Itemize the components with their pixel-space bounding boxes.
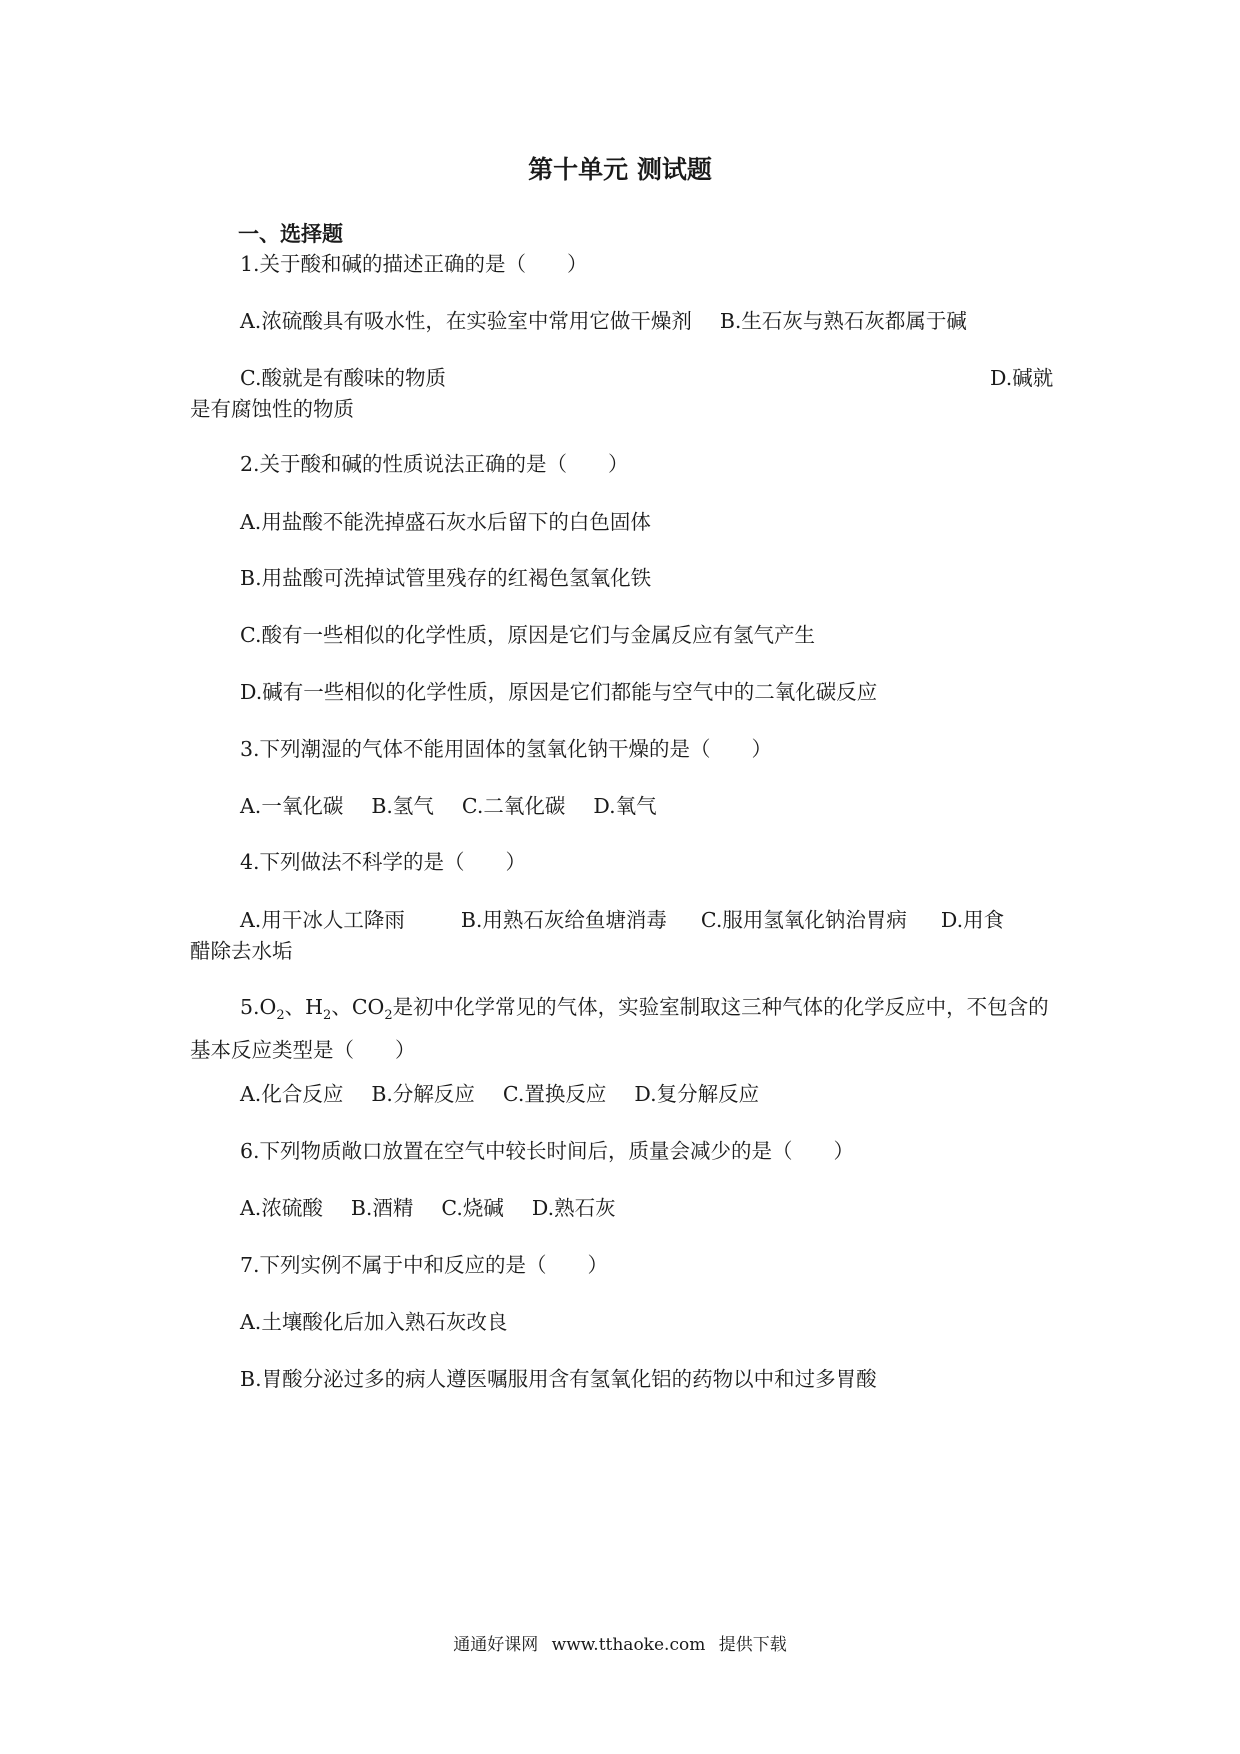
q4-option-b: B.用熟石灰给鱼塘消毒 (460, 908, 667, 932)
q7-option-b: B.胃酸分泌过多的病人遵医嘱服用含有氢氧化铝的药物以中和过多胃酸 (240, 1367, 877, 1391)
question-1-options-row1 (240, 309, 967, 333)
q2-option-d: D.碱有一些相似的化学性质，原因是它们都能与空气中的二氧化碳反应 (240, 680, 878, 704)
footer-url[interactable]: www.tthaoke.com (551, 1635, 706, 1655)
q6-option-c: C.烧碱 (441, 1196, 504, 1220)
q2-option-b: B.用盐酸可洗掉试管里残存的红褐色氢氧化铁 (240, 566, 652, 590)
question-3-stem: 3.下列潮湿的气体不能用固体的氢氧化钠干燥的是（ ） (240, 737, 773, 761)
q2-option-a: A.用盐酸不能洗掉盛石灰水后留下的白色固体 (240, 510, 651, 534)
section-heading: 一、选择题 (238, 222, 343, 246)
q6-option-a: A.浓硫酸 (240, 1196, 323, 1220)
q4-option-d-end: 醋除去水垢 (190, 939, 293, 963)
q5-option-a: A.化合反应 (240, 1082, 344, 1106)
footer-site-name: 通通好课网 (453, 1635, 539, 1655)
q5-option-d: D.复分解反应 (634, 1082, 760, 1106)
q5-option-b: B.分解反应 (371, 1082, 475, 1106)
footer-suffix: 提供下载 (718, 1635, 787, 1655)
q4-option-a: A.用干冰人工降雨 (240, 908, 405, 932)
question-4-options (240, 908, 1004, 932)
question-5-options (240, 1082, 759, 1106)
question-7-stem: 7.下列实例不属于中和反应的是（ ） (240, 1253, 609, 1277)
q2-option-c: C.酸有一些相似的化学性质，原因是它们与金属反应有氢气产生 (240, 623, 815, 647)
q1-option-a: A.浓硫酸具有吸水性，在实验室中常用它做干燥剂 (240, 309, 692, 333)
question-5-stem: $5.O_2$、$H_2$、$CO_2$是初中化学常见的气体，实验室制取这三种气体的化学反应中，不包含的基本反应类型是（ ） (190, 995, 1049, 1063)
q7-option-a: A.土壤酸化后加入熟石灰改良 (240, 1310, 508, 1334)
q4-option-c: C.服用氢氧化钠治胃病 (700, 908, 907, 932)
q1-option-d-start: D.碱就 (990, 366, 1054, 390)
question-1-stem: 1.关于酸和碱的描述正确的是（ ） (240, 252, 588, 276)
q5-option-c: C.置换反应 (502, 1082, 607, 1106)
question-4-stem: 4.下列做法不科学的是（ ） (240, 850, 527, 874)
q6-option-b: B.酒精 (350, 1196, 414, 1220)
page-title: 第十单元 测试题 (528, 155, 712, 184)
q3-option-d: D.氧气 (593, 794, 657, 818)
q3-option-c: C.二氧化碳 (461, 794, 566, 818)
q1-option-d-end: 是有腐蚀性的物质 (190, 397, 354, 421)
question-6-options (240, 1196, 616, 1220)
q6-option-d: D.熟石灰 (531, 1196, 616, 1220)
question-2-stem: 2.关于酸和碱的性质说法正确的是（ ） (240, 452, 629, 476)
q4-option-d-start: D.用食 (940, 908, 1005, 932)
q3-option-a: A.一氧化碳 (240, 794, 344, 818)
q1-option-c: C.酸就是有酸味的物质 (240, 366, 446, 390)
question-6-stem: 6.下列物质敞口放置在空气中较长时间后，质量会减少的是（ ） (240, 1139, 855, 1163)
q1-option-b: B.生石灰与熟石灰都属于碱 (719, 309, 967, 333)
page-footer (0, 1630, 1240, 1655)
q3-option-b: B.氢气 (371, 794, 434, 818)
question-3-options (240, 794, 657, 818)
